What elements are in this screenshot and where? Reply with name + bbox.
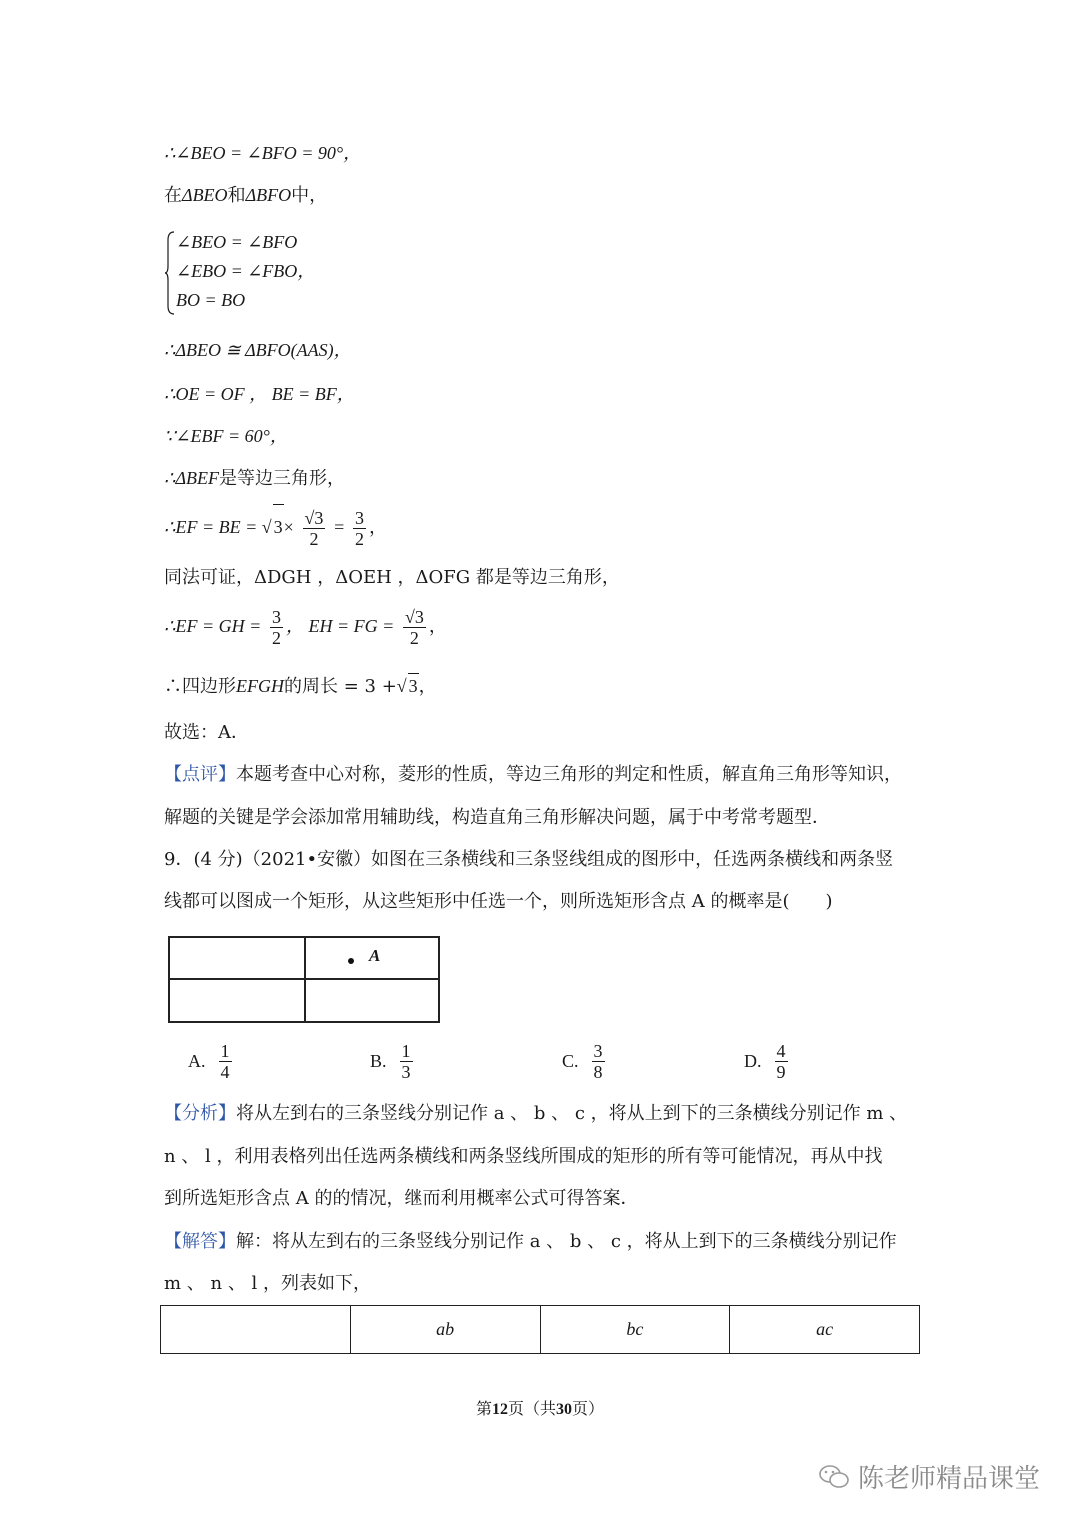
combination-table (160, 1305, 920, 1354)
question-9-line-1: 9．(4 分)（2021•安徽）如图在三条横线和三条竖线组成的图形中，任选两条横线和两条竖 (164, 849, 894, 870)
answer-line-2: m 、 n 、 l ，列表如下， (164, 1273, 372, 1294)
question-9-line-2: 线都可以图成一个矩形，从这些矩形中任选一个，则所选矩形含点 A 的概率是( ) (164, 891, 833, 912)
point-a-label: A (369, 946, 381, 965)
table-header-cell: bc (541, 1306, 731, 1353)
line-angle-60: ∵∠EBF = 60°， (164, 426, 288, 446)
review-line-2: 解题的关键是学会添加常用辅助线，构造直角三角形解决问题，属于中考常考题型． (164, 807, 830, 828)
grid-figure (168, 936, 440, 1023)
line-equilateral: ∴ΔBEF是等边三角形， (164, 468, 346, 489)
system-line-2: ∠EBO = ∠FBO， (176, 261, 316, 281)
option-b[interactable]: B. $\frac{1}{3}$ (370, 1041, 411, 1082)
system-line-3: BO = BO (176, 290, 246, 310)
line-choose-a: 故选：A． (164, 722, 249, 743)
point-a-dot (348, 958, 354, 964)
watermark: 陈老师精品课堂 (818, 1458, 1040, 1495)
analysis-line-2: n 、 l ，利用表格列出任选两条横线和两条竖线所围成的矩形的所有等可能情况，再从中找 (164, 1146, 883, 1167)
line-oe-of: ∴OE = OF ， BE = BF， (164, 384, 355, 404)
left-brace-icon (164, 230, 176, 316)
line-congruent: ∴ΔBEO ≅ ΔBFO(AAS)， (164, 340, 352, 360)
analysis-line-1: 【分析】将从左到右的三条竖线分别记作 a 、 b 、 c ，将从上到下的三条横线分别记作 m 、 (164, 1103, 908, 1124)
line-angle-90: ∴∠BEO = ∠BFO = 90°， (164, 143, 362, 163)
analysis-tag: 【分析】 (164, 1103, 236, 1124)
option-d[interactable]: D. $\frac{4}{9}$ (744, 1041, 786, 1082)
line-in-triangles: 在ΔBEO和ΔBFO中， (164, 185, 328, 206)
table-header-cell: ac (816, 1319, 834, 1339)
answer-line-1: 【解答】解：将从左到右的三条竖线分别记作 a 、 b 、 c ，将从上到下的三条横线分别记作 (164, 1231, 897, 1252)
wechat-icon (818, 1463, 850, 1491)
line-ef-value: ∴EF = BE = √ 3× $\frac{√3}{2}$ = $\frac{3}{2}$ ， (164, 504, 387, 550)
option-a[interactable]: A. $\frac{1}{4}$ (188, 1041, 230, 1082)
table-header-cell: ab (351, 1306, 541, 1353)
line-perimeter: ∴四边形EFGH的周长 = 3 +√ 3， (164, 673, 437, 699)
review-line-1: 【点评】本题考查中心对称，菱形的性质，等边三角形的判定和性质，解直角三角形等知识， (164, 764, 902, 785)
system-line-1: ∠BEO = ∠BFO (176, 232, 298, 252)
line-same-method: 同法可证，ΔDGH ，ΔOEH ，ΔOFG 都是等边三角形， (164, 567, 620, 588)
review-tag: 【点评】 (164, 764, 236, 785)
analysis-line-3: 到所选矩形含点 A 的的情况，继而利用概率公式可得答案． (164, 1188, 639, 1209)
line-ef-gh: ∴EF = GH = $\frac{3}{2}$ ， EH = FG = $\frac{√3}{2}$ ， (164, 606, 447, 648)
page-footer: 第12页（共30页） (475, 1399, 605, 1418)
option-c[interactable]: C. $\frac{3}{8}$ (562, 1041, 603, 1082)
table-header-cell (161, 1306, 351, 1353)
answer-tag: 【解答】 (164, 1231, 236, 1252)
